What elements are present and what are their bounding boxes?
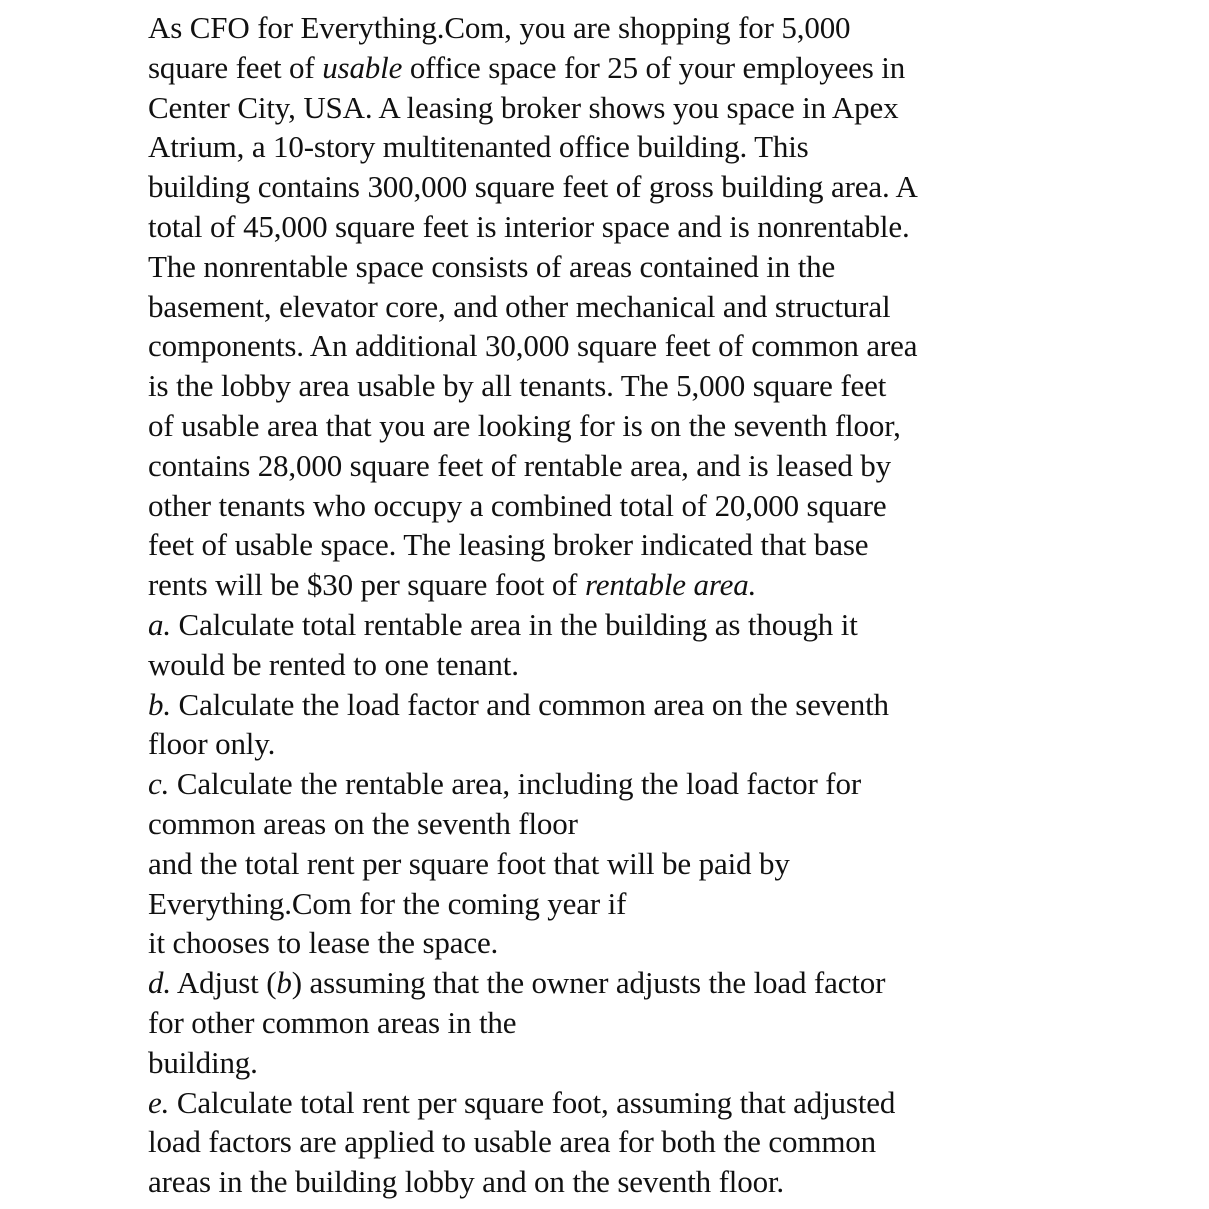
text-run: of usable area that you are looking for is on the seventh floor, bbox=[148, 407, 901, 443]
text-run: areas in the building lobby and on the seventh floor. bbox=[148, 1164, 785, 1200]
text-run: Adjust ( bbox=[170, 965, 277, 1001]
text-run: Calculate the load factor and common area on the seventh bbox=[170, 686, 889, 722]
text-run: square feet of bbox=[148, 49, 323, 85]
text-run: Calculate the rentable area, including the load factor for bbox=[169, 766, 861, 802]
question-line bbox=[148, 804, 1148, 844]
text-run: building. bbox=[148, 1044, 258, 1080]
question-line bbox=[148, 963, 1148, 1003]
question-line bbox=[148, 884, 1148, 924]
text-run: Calculate total rentable area in the building as though it bbox=[170, 606, 858, 642]
text-run: Atrium, a 10-story multitenanted office building. This bbox=[148, 129, 809, 165]
italic-text: a. bbox=[148, 606, 171, 642]
intro-line bbox=[148, 565, 1148, 605]
text-run: Everything.Com for the coming year if bbox=[148, 885, 627, 921]
intro-line bbox=[148, 127, 1148, 167]
intro-line bbox=[148, 326, 1148, 366]
italic-text: c. bbox=[148, 766, 170, 802]
italic-text: usable bbox=[322, 49, 403, 85]
question-line bbox=[148, 923, 1148, 963]
text-run: load factors are applied to usable area for both the common bbox=[148, 1124, 876, 1160]
text-run: and the total rent per square foot that will be paid by bbox=[148, 845, 790, 881]
problem-document bbox=[148, 8, 1148, 1202]
text-run: As CFO for Everything.Com, you are shopping for 5,000 bbox=[148, 10, 851, 45]
intro-line bbox=[148, 167, 1148, 207]
text-run: building contains 300,000 square feet of gross building area. A bbox=[148, 169, 918, 205]
intro-line bbox=[148, 88, 1148, 128]
question-line bbox=[148, 764, 1148, 804]
intro-line bbox=[148, 8, 1148, 48]
italic-text: rentable area. bbox=[584, 567, 757, 603]
italic-text: e. bbox=[148, 1084, 170, 1120]
question-line bbox=[148, 1003, 1148, 1043]
text-run: rents will be $30 per square foot of bbox=[148, 567, 585, 603]
text-run: The nonrentable space consists of areas contained in the bbox=[148, 248, 836, 284]
text-run: it chooses to lease the space. bbox=[148, 925, 499, 961]
text-run: common areas on the seventh floor bbox=[148, 805, 578, 841]
problem-intro-paragraph bbox=[148, 8, 1148, 605]
italic-text: d. bbox=[148, 965, 171, 1001]
text-run: basement, elevator core, and other mechanical and structural bbox=[148, 288, 891, 324]
question-line bbox=[148, 724, 1148, 764]
text-run: components. An additional 30,000 square feet of common area bbox=[148, 328, 918, 364]
text-run: feet of usable space. The leasing broker indicated that base bbox=[148, 527, 869, 563]
question-line bbox=[148, 685, 1148, 725]
question-line bbox=[148, 1122, 1148, 1162]
text-run: other tenants who occupy a combined total of 20,000 square bbox=[148, 487, 887, 523]
intro-line bbox=[148, 366, 1148, 406]
text-run: floor only. bbox=[148, 726, 276, 762]
text-run: would be rented to one tenant. bbox=[148, 646, 519, 682]
intro-line bbox=[148, 486, 1148, 526]
text-run: is the lobby area usable by all tenants. The 5,000 square feet bbox=[148, 368, 887, 404]
intro-line bbox=[148, 406, 1148, 446]
text-run: contains 28,000 square feet of rentable area, and is leased by bbox=[148, 447, 892, 483]
intro-line bbox=[148, 287, 1148, 327]
text-run: for other common areas in the bbox=[148, 1004, 517, 1040]
question-line bbox=[148, 605, 1148, 645]
question-line bbox=[148, 1043, 1148, 1083]
question-line bbox=[148, 645, 1148, 685]
question-line bbox=[148, 1083, 1148, 1123]
question-line bbox=[148, 1162, 1148, 1202]
intro-line bbox=[148, 446, 1148, 486]
intro-line bbox=[148, 247, 1148, 287]
intro-line bbox=[148, 48, 1148, 88]
intro-line bbox=[148, 525, 1148, 565]
intro-line bbox=[148, 207, 1148, 247]
question-line bbox=[148, 844, 1148, 884]
text-run: office space for 25 of your employees in bbox=[402, 49, 906, 85]
problem-questions bbox=[148, 605, 1148, 1202]
text-run: Center City, USA. A leasing broker shows you space in Apex bbox=[148, 89, 899, 125]
text-run: total of 45,000 square feet is interior space and is nonrentable. bbox=[148, 208, 910, 244]
italic-text: b bbox=[276, 965, 292, 1001]
italic-text: b. bbox=[148, 686, 171, 722]
text-run: ) assuming that the owner adjusts the load factor bbox=[291, 965, 886, 1001]
text-run: Calculate total rent per square foot, assuming that adjusted bbox=[169, 1084, 896, 1120]
